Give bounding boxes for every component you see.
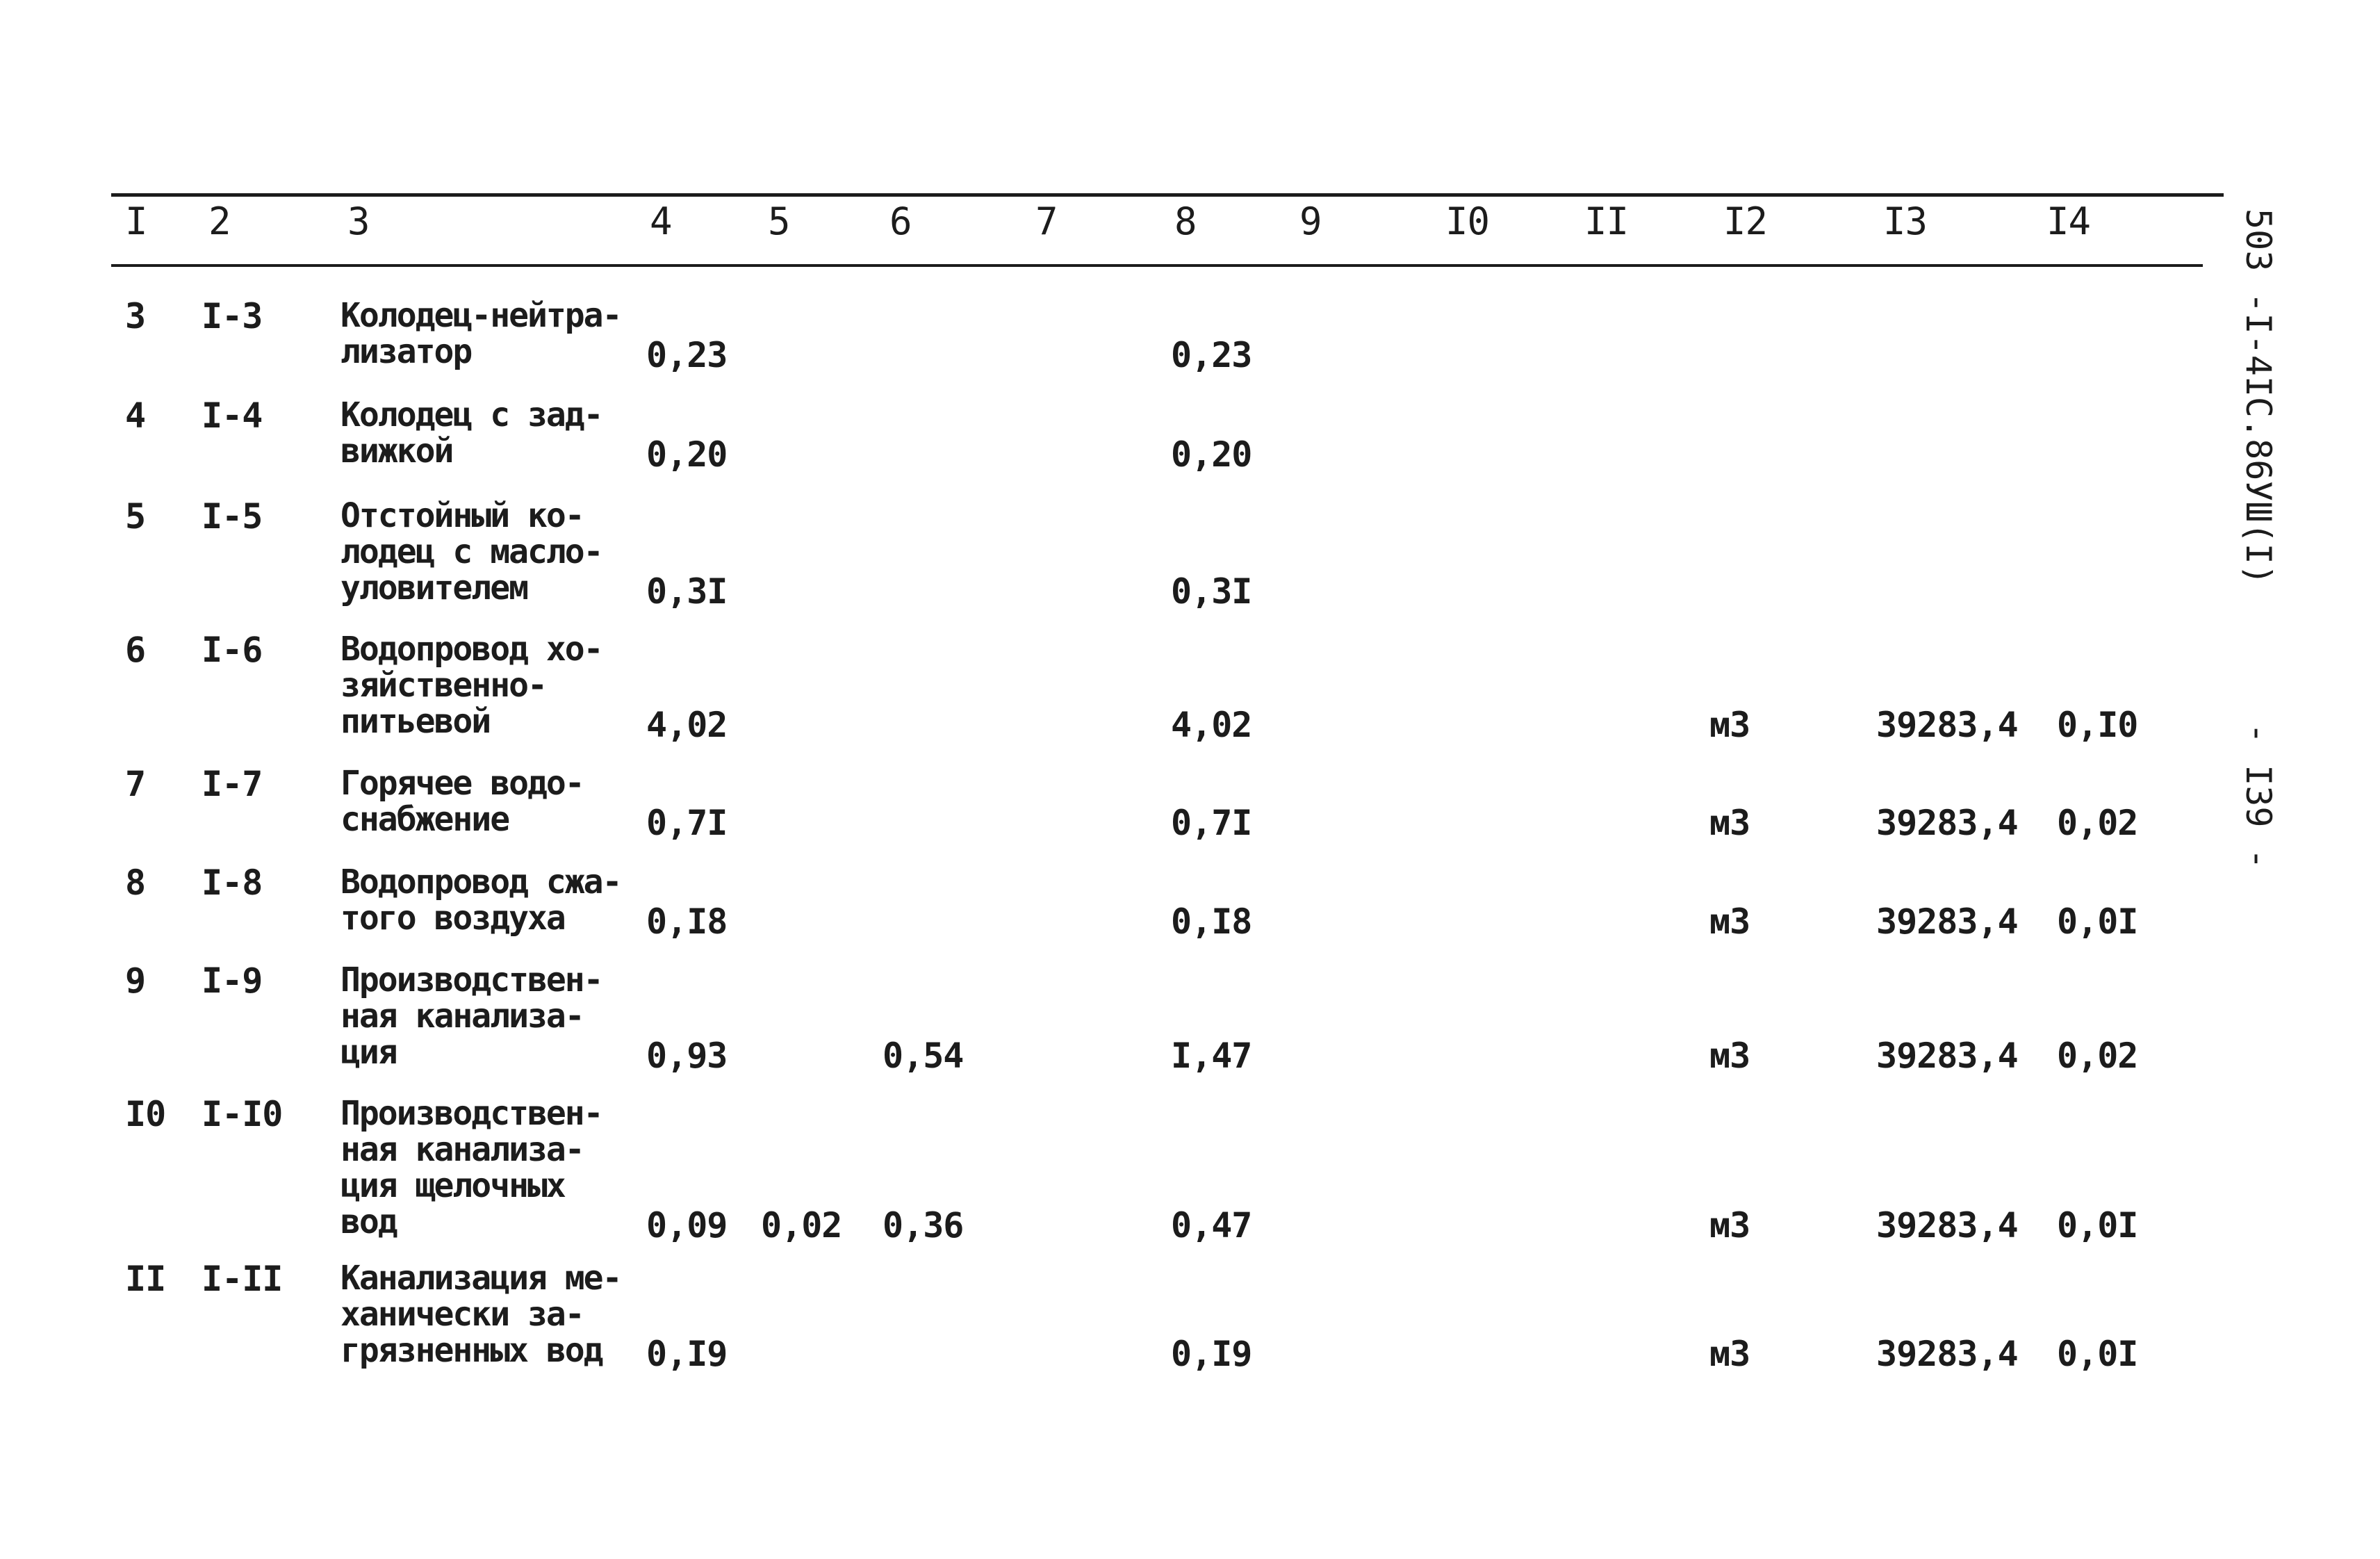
value-c4: 0,7I bbox=[646, 803, 728, 843]
column-header: II bbox=[1584, 199, 1629, 243]
top-rule bbox=[111, 193, 2224, 197]
page-number: - I39 - bbox=[2238, 723, 2279, 870]
row-name-line: ная канализа- bbox=[340, 997, 584, 1036]
value-c8: 0,I8 bbox=[1171, 901, 1252, 942]
row-name-line: ханически за- bbox=[340, 1295, 584, 1334]
row-number: 8 bbox=[125, 863, 146, 903]
row-number: 7 bbox=[125, 764, 146, 804]
value-c4: 0,23 bbox=[646, 335, 728, 375]
row-name-line: Производствен- bbox=[340, 961, 602, 999]
row-name-line: вод bbox=[340, 1202, 397, 1241]
value-c13: 39283,4 bbox=[1876, 803, 2018, 843]
value-c4: 0,I8 bbox=[646, 901, 728, 942]
column-header: 4 bbox=[650, 199, 672, 243]
row-number: II bbox=[125, 1259, 166, 1299]
row-name-line: питьевой bbox=[340, 702, 491, 741]
row-number: I0 bbox=[125, 1094, 166, 1134]
value-c12: м3 bbox=[1709, 1334, 1750, 1374]
column-header: 8 bbox=[1174, 199, 1197, 243]
value-c13: 39283,4 bbox=[1876, 901, 2018, 942]
column-header: 5 bbox=[768, 199, 790, 243]
column-header: 7 bbox=[1035, 199, 1058, 243]
row-name-line: уловителем bbox=[340, 569, 527, 607]
value-c12: м3 bbox=[1709, 1205, 1750, 1246]
row-code: I-I0 bbox=[202, 1094, 283, 1134]
column-header: 6 bbox=[889, 199, 912, 243]
value-c4: 0,20 bbox=[646, 434, 728, 475]
row-name-line: лизатор bbox=[340, 332, 472, 371]
value-c13: 39283,4 bbox=[1876, 1036, 2018, 1076]
value-c13: 39283,4 bbox=[1876, 1205, 2018, 1246]
value-c14: 0,0I bbox=[2057, 1205, 2138, 1246]
value-c4: 0,93 bbox=[646, 1036, 728, 1076]
row-name-line: Горячее водо- bbox=[340, 764, 584, 803]
row-code: I-7 bbox=[202, 764, 263, 804]
value-c12: м3 bbox=[1709, 901, 1750, 942]
value-c4: 0,I9 bbox=[646, 1334, 728, 1374]
value-c12: м3 bbox=[1709, 803, 1750, 843]
value-c14: 0,02 bbox=[2057, 1036, 2138, 1076]
value-c5: 0,02 bbox=[761, 1205, 842, 1246]
value-c8: 0,7I bbox=[1171, 803, 1252, 843]
row-number: 9 bbox=[125, 961, 146, 1001]
column-header: 2 bbox=[208, 199, 231, 243]
value-c14: 0,0I bbox=[2057, 1334, 2138, 1374]
value-c8: 0,47 bbox=[1171, 1205, 1252, 1246]
value-c12: м3 bbox=[1709, 1036, 1750, 1076]
column-header: I3 bbox=[1883, 199, 1928, 243]
value-c12: м3 bbox=[1709, 705, 1750, 745]
column-header: I bbox=[125, 199, 147, 243]
row-name-line: Канализация ме- bbox=[340, 1259, 621, 1298]
row-name-line: того воздуха bbox=[340, 899, 565, 938]
row-code: I-4 bbox=[202, 395, 263, 436]
value-c8: I,47 bbox=[1171, 1036, 1252, 1076]
row-code: I-5 bbox=[202, 496, 263, 537]
document-code: 503 -I-4IC.86УШ(I) bbox=[2238, 209, 2279, 585]
row-code: I-II bbox=[202, 1259, 283, 1299]
row-number: 6 bbox=[125, 630, 146, 670]
row-number: 3 bbox=[125, 296, 146, 336]
value-c4: 0,3I bbox=[646, 571, 728, 612]
row-code: I-9 bbox=[202, 961, 263, 1001]
row-name-line: ция bbox=[340, 1033, 397, 1072]
header-rule bbox=[111, 264, 2203, 267]
column-header: I2 bbox=[1723, 199, 1768, 243]
value-c4: 4,02 bbox=[646, 705, 728, 745]
value-c13: 39283,4 bbox=[1876, 1334, 2018, 1374]
row-name-line: Колодец с зад- bbox=[340, 395, 602, 434]
column-header: 9 bbox=[1299, 199, 1322, 243]
row-name-line: Водопровод хо- bbox=[340, 630, 602, 669]
row-name-line: ная канализа- bbox=[340, 1130, 584, 1169]
value-c8: 4,02 bbox=[1171, 705, 1252, 745]
row-name-line: грязненных вод bbox=[340, 1331, 602, 1370]
row-name-line: Водопровод сжа- bbox=[340, 863, 621, 901]
row-name-line: Отстойный ко- bbox=[340, 496, 584, 535]
row-number: 4 bbox=[125, 395, 146, 436]
row-code: I-8 bbox=[202, 863, 263, 903]
row-name-line: снабжение bbox=[340, 800, 509, 839]
column-header: I0 bbox=[1445, 199, 1490, 243]
value-c13: 39283,4 bbox=[1876, 705, 2018, 745]
value-c8: 0,23 bbox=[1171, 335, 1252, 375]
row-name-line: Производствен- bbox=[340, 1094, 602, 1133]
value-c6: 0,54 bbox=[883, 1036, 964, 1076]
value-c14: 0,0I bbox=[2057, 901, 2138, 942]
value-c8: 0,20 bbox=[1171, 434, 1252, 475]
value-c8: 0,3I bbox=[1171, 571, 1252, 612]
value-c14: 0,I0 bbox=[2057, 705, 2138, 745]
row-name-line: вижкой bbox=[340, 432, 453, 471]
row-number: 5 bbox=[125, 496, 146, 537]
row-name-line: ция щелочных bbox=[340, 1166, 565, 1205]
row-name-line: зяйственно- bbox=[340, 666, 546, 705]
value-c4: 0,09 bbox=[646, 1205, 728, 1246]
value-c6: 0,36 bbox=[883, 1205, 964, 1246]
column-header: 3 bbox=[347, 199, 370, 243]
row-name-line: лодец с масло- bbox=[340, 532, 602, 571]
value-c14: 0,02 bbox=[2057, 803, 2138, 843]
row-code: I-6 bbox=[202, 630, 263, 670]
row-name-line: Колодец-нейтра- bbox=[340, 296, 621, 335]
column-header: I4 bbox=[2046, 199, 2091, 243]
row-code: I-3 bbox=[202, 296, 263, 336]
value-c8: 0,I9 bbox=[1171, 1334, 1252, 1374]
